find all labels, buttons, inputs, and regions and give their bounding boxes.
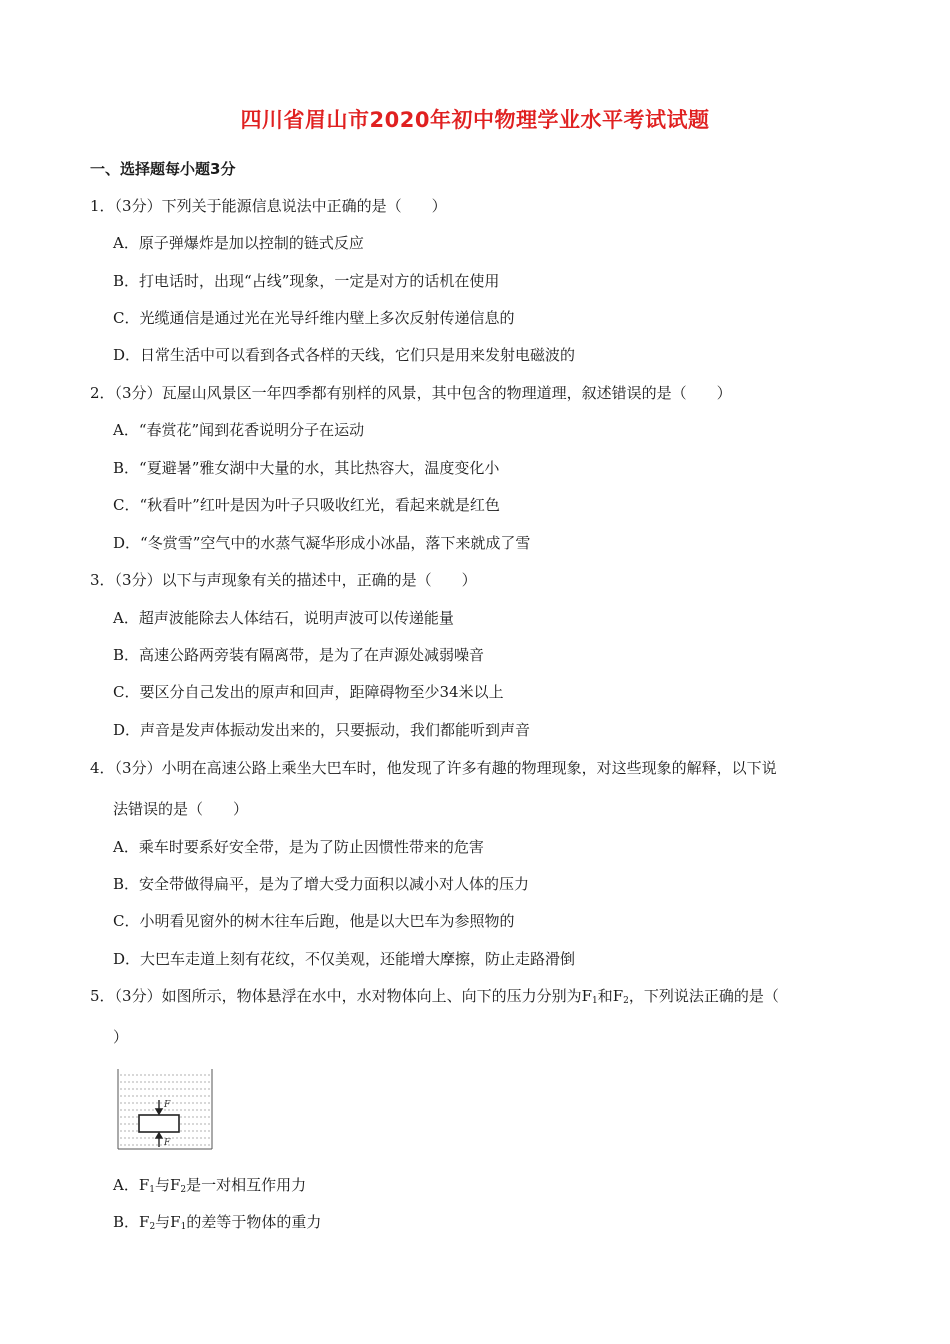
floating-object xyxy=(139,1115,179,1132)
q4-option-b: B．安全带做得扁平，是为了增大受力面积以减小对人体的压力 xyxy=(113,875,530,893)
page-title: 四川省眉山市2020年初中物理学业水平考试试题 xyxy=(240,108,710,132)
q2-stem: 2．（3分）瓦屋山风景区一年四季都有别样的风景，其中包含的物理道理，叙述错误的是（ ） xyxy=(90,384,732,402)
q2-option-c: C．“秋看叶”红叶是因为叶子只吸收红光，看起来就是红色 xyxy=(113,496,500,514)
q5-option-a: A．$F_1$与$F_2$是一对相互作用力 xyxy=(113,1176,307,1195)
q4-stem-line1: 4．（3分）小明在高速公路上乘坐大巴车时，他发现了许多有趣的物理现象，对这些现象的解释，以下说 xyxy=(90,759,777,777)
q4-option-a: A．乘车时要系好安全带，是为了防止因惯性带来的危害 xyxy=(113,838,484,856)
q1-option-d: D．日常生活中可以看到各式各样的天线，它们只是用来发射电磁波的 xyxy=(113,346,576,364)
q4-option-c: C．小明看见窗外的树木往车后跑，他是以大巴车为参照物的 xyxy=(113,912,515,930)
q3-option-c: C．要区分自己发出的原声和回声，距障碍物至少34米以上 xyxy=(113,683,504,701)
q4-stem-line2: 法错误的是（ ） xyxy=(113,800,249,818)
f2-label: F xyxy=(164,1100,171,1110)
q1-option-c: C．光缆通信是通过光在光导纤维内壁上多次反射传递信息的 xyxy=(113,309,515,327)
q3-stem: 3．（3分）以下与声现象有关的描述中，正确的是（ ） xyxy=(90,571,477,589)
q2-option-a: A．“春赏花”闻到花香说明分子在运动 xyxy=(113,421,365,439)
water-lines xyxy=(120,1075,210,1145)
q1-option-a: A．原子弹爆炸是加以控制的链式反应 xyxy=(113,234,364,252)
q1-stem: 1．（3分）下列关于能源信息说法中正确的是（ ） xyxy=(90,197,447,215)
q2-option-b: B．“夏避暑”雅女湖中大量的水，其比热容大，温度变化小 xyxy=(113,459,500,477)
q1-option-b: B．打电话时，出现“占线”现象，一定是对方的话机在使用 xyxy=(113,272,500,290)
q2-option-d: D．“冬赏雪”空气中的水蒸气凝华形成小冰晶，落下来就成了雪 xyxy=(113,534,531,552)
f1-label: F xyxy=(164,1138,171,1148)
q3-option-d: D．声音是发声体振动发出来的，只要振动，我们都能听到声音 xyxy=(113,721,531,739)
section-heading: 一、选择题每小题3分 xyxy=(90,160,236,178)
q5-stem-line1: 5．（3分）如图所示，物体悬浮在水中，水对物体向上、向下的压力分别为$F_1$和$F_2$，下列说法正确的是（ xyxy=(90,987,779,1006)
q5-stem-line2: ） xyxy=(113,1028,129,1046)
beaker-figure xyxy=(116,1067,214,1151)
q3-option-b: B．高速公路两旁装有隔离带，是为了在声源处减弱噪音 xyxy=(113,646,485,664)
q3-option-a: A．超声波能除去人体结石，说明声波可以传递能量 xyxy=(113,609,454,627)
q4-option-d: D．大巴车走道上刻有花纹，不仅美观，还能增大摩擦，防止走路滑倒 xyxy=(113,950,576,968)
q5-option-b: B．$F_2$与$F_1$的差等于物体的重力 xyxy=(113,1213,322,1232)
